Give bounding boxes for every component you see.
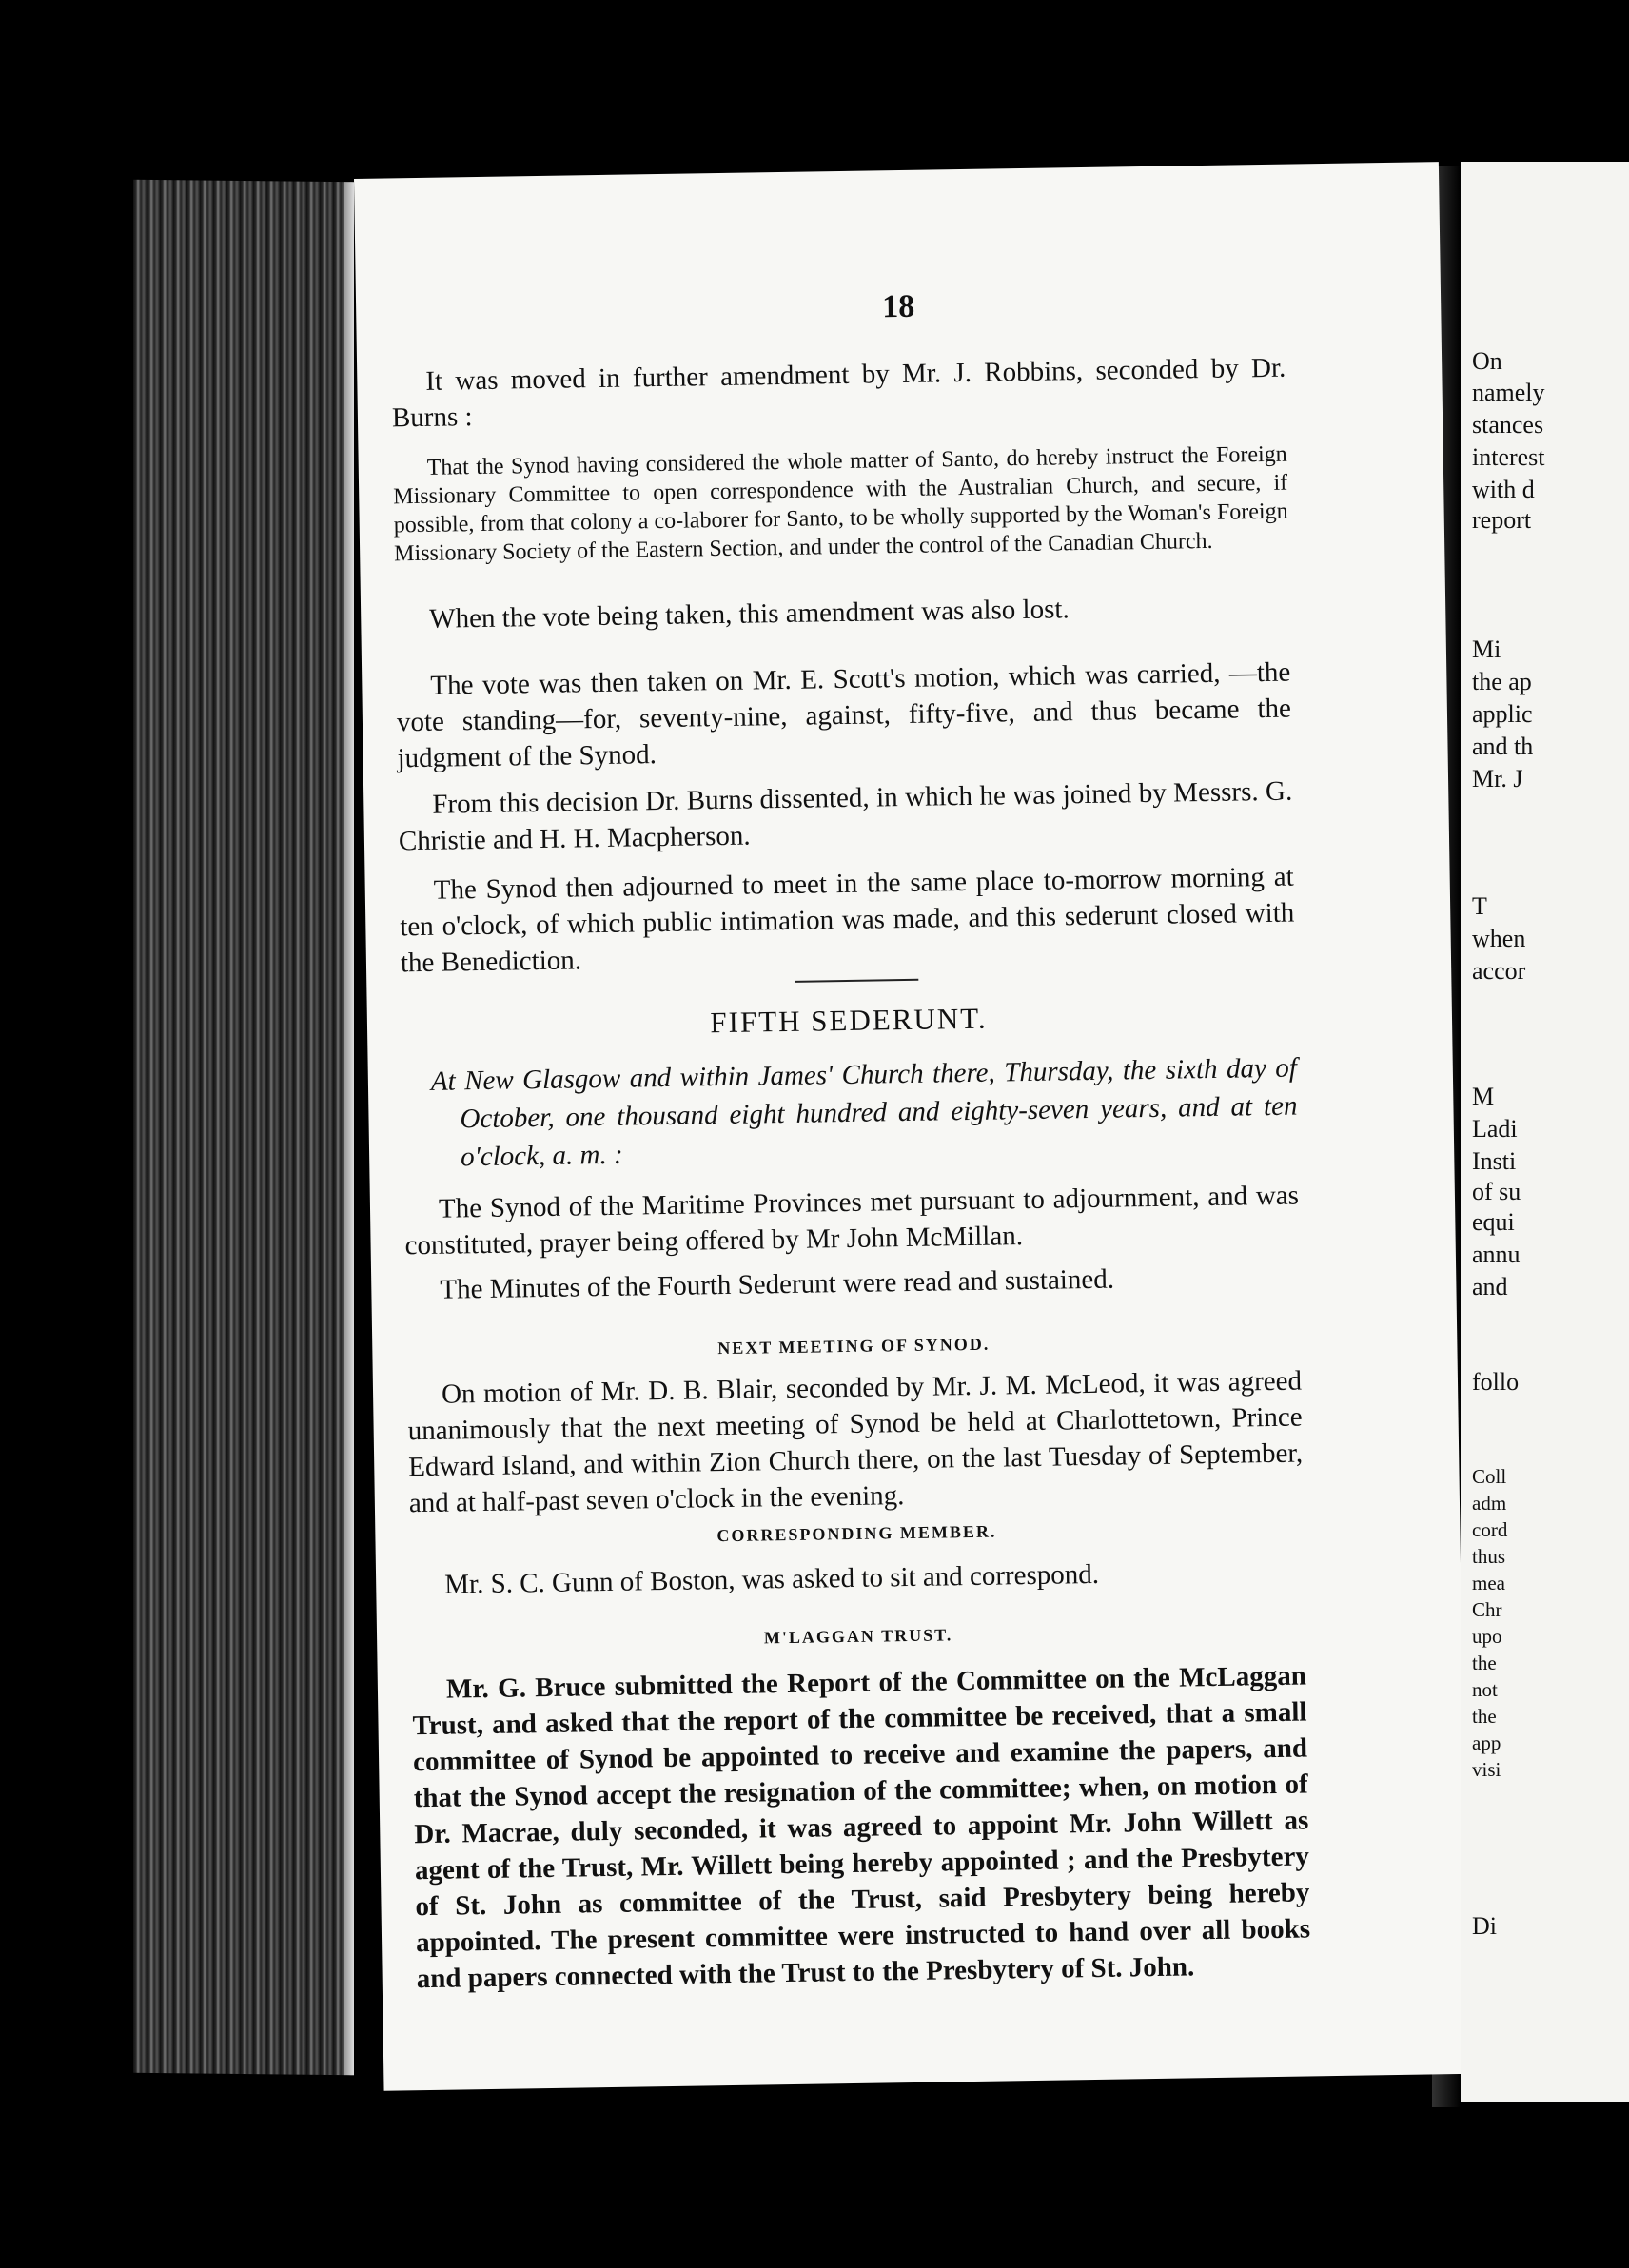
paragraph-amendment: It was moved in further amendment by Mr. J. Robbins, seconded by Dr. Burns : bbox=[391, 352, 1286, 434]
page-number: 18 bbox=[881, 288, 915, 325]
fragment-line: report bbox=[1472, 506, 1532, 534]
paragraph-constituted: The Synod of the Maritime Provinces met pursuant to adjournment, and was constituted, prayer being offered by Mr John McMillan. bbox=[404, 1180, 1300, 1261]
sederunt-location: At New Glasgow and within James' Church there, Thursday, the sixth day of October, one thousand eight hundred and eighty-seven years, and at ten o'clock, a. m. : bbox=[430, 1052, 1298, 1173]
section-divider bbox=[795, 979, 918, 983]
sederunt-heading-block bbox=[402, 997, 1296, 1046]
sederunt-location-block bbox=[402, 1049, 1299, 1178]
fragment-line: Chr bbox=[1472, 1598, 1502, 1621]
fragment-line: Ladi bbox=[1472, 1115, 1518, 1143]
paragraph-adjourn: The Synod then adjourned to meet in the same place to-morrow morning at ten o'clock, of which public intimation was made, and this sederunt closed with the Benediction. bbox=[400, 861, 1295, 979]
trust-block bbox=[412, 1657, 1311, 1997]
quoted-resolution: That the Synod having considered the whole matter of Santo, do hereby instruct the Foreign Missionary Committee to open correspondence with the Australian Church, and secure, if possible, from that colony a co-laborer for Santo, to be wholly supported by the Woman's Foreign Missionary Society of the Eastern Section, and under the control of the Canadian Church. bbox=[393, 441, 1288, 567]
amendment-quote bbox=[393, 440, 1289, 569]
dissent-block bbox=[398, 773, 1293, 860]
book-page bbox=[354, 162, 1468, 2091]
amendment-intro bbox=[391, 350, 1286, 437]
trust-heading-block bbox=[411, 1619, 1305, 1653]
fragment-line: visi bbox=[1472, 1758, 1501, 1781]
adjourn-block bbox=[399, 859, 1295, 982]
fragment-line: of su bbox=[1472, 1178, 1521, 1205]
next-meeting-heading: NEXT MEETING OF SYNOD. bbox=[717, 1334, 991, 1359]
fragment-line: cord bbox=[1472, 1518, 1508, 1541]
corresponding-block bbox=[410, 1553, 1305, 1603]
vote-carried-block bbox=[396, 655, 1292, 777]
fragment-line: follo bbox=[1472, 1368, 1520, 1396]
paragraph-next-meeting: On motion of Mr. D. B. Blair, seconded by Mr. J. M. McLeod, it was agreed unanimously that the next meeting of Synod be held at Charlottetown, Prince Edward Island, and within Zion Church there, on the last Tuesday of September, and at half-past seven o'clock in the evening. bbox=[407, 1365, 1304, 1519]
vote-lost-block bbox=[395, 588, 1289, 638]
fragment-line: interest bbox=[1472, 443, 1545, 471]
constituted-block bbox=[404, 1178, 1300, 1264]
paragraph-corresponding-member: Mr. S. C. Gunn of Boston, was asked to sit and correspond. bbox=[443, 1558, 1100, 1600]
fragment-line: with d bbox=[1472, 476, 1535, 503]
sederunt-heading: FIFTH SEDERUNT. bbox=[710, 1001, 988, 1040]
fragment-line: Insti bbox=[1472, 1147, 1517, 1175]
paragraph-minutes: The Minutes of the Fourth Sederunt were read and sustained. bbox=[440, 1263, 1115, 1305]
fragment-line: Di bbox=[1472, 1912, 1497, 1940]
fragment-line: upo bbox=[1472, 1625, 1502, 1648]
fragment-line: Coll bbox=[1472, 1465, 1507, 1488]
fragment-line: the bbox=[1472, 1705, 1497, 1728]
minutes-block bbox=[405, 1259, 1300, 1309]
paragraph-vote-lost: When the vote being taken, this amendment was also lost. bbox=[429, 594, 1070, 635]
fragment-line: Mr. J bbox=[1472, 765, 1523, 792]
fragment-line: T bbox=[1472, 892, 1487, 920]
fragment-line: M bbox=[1472, 1083, 1495, 1110]
fragment-line: and bbox=[1472, 1273, 1508, 1300]
fragment-line: Mi bbox=[1472, 635, 1501, 663]
corresponding-heading-block bbox=[409, 1516, 1304, 1551]
paragraph-vote-carried: The vote was then taken on Mr. E. Scott's motion, which was carried, —the vote standing—for, seventy-nine, against, fifty-five, and thus became the judgment of the Synod. bbox=[396, 656, 1292, 774]
paragraph-dissent: From this decision Dr. Burns dissented, in which he was joined by Messrs. G. Christie and H. H. Macpherson. bbox=[398, 775, 1293, 857]
fragment-line: and th bbox=[1472, 733, 1534, 760]
next-meeting-heading-block bbox=[406, 1330, 1301, 1364]
fragment-line: mea bbox=[1472, 1572, 1505, 1594]
fragment-line: adm bbox=[1472, 1492, 1507, 1515]
corresponding-member-heading: CORRESPONDING MEMBER. bbox=[716, 1521, 997, 1546]
fragment-line: thus bbox=[1472, 1545, 1506, 1568]
fragment-line: namely bbox=[1472, 379, 1545, 406]
fragment-line: accor bbox=[1472, 957, 1526, 985]
fragment-line: when bbox=[1472, 925, 1526, 952]
fragment-line: equi bbox=[1472, 1208, 1515, 1236]
paragraph-mlaggan-trust: Mr. G. Bruce submitted the Report of the Committee on the McLaggan Trust, and asked that the report of the committee be received, that a small committee of Synod be appointed to receive and examine the papers, and that the Synod accept the resignation of the committee; when, on motion of Dr. Macrae, duly seconded, it was agreed to appoint Mr. John Willett as agent of the Trust, Mr. Willett being hereby appointed ; and the Presbytery of St. John as committee of the Trust, said Presbytery being hereby appointed. The present committee were instructed to hand over all books and papers connected with the Trust to the Presbytery of St. John. bbox=[412, 1660, 1311, 1995]
next-page-fragment bbox=[1461, 162, 1629, 2102]
mlaggan-trust-heading: M'LAGGAN TRUST. bbox=[763, 1625, 953, 1648]
fragment-line: the bbox=[1472, 1652, 1497, 1674]
fragment-line: stances bbox=[1472, 411, 1544, 439]
fragment-line: On bbox=[1472, 347, 1502, 375]
fragment-line: annu bbox=[1472, 1241, 1521, 1268]
fragment-line: the ap bbox=[1472, 668, 1532, 695]
fragment-line: app bbox=[1472, 1731, 1501, 1754]
page-edges bbox=[133, 180, 354, 2075]
fragment-line: applic bbox=[1472, 700, 1533, 728]
next-meeting-block bbox=[407, 1363, 1304, 1522]
fragment-line: not bbox=[1472, 1678, 1498, 1701]
